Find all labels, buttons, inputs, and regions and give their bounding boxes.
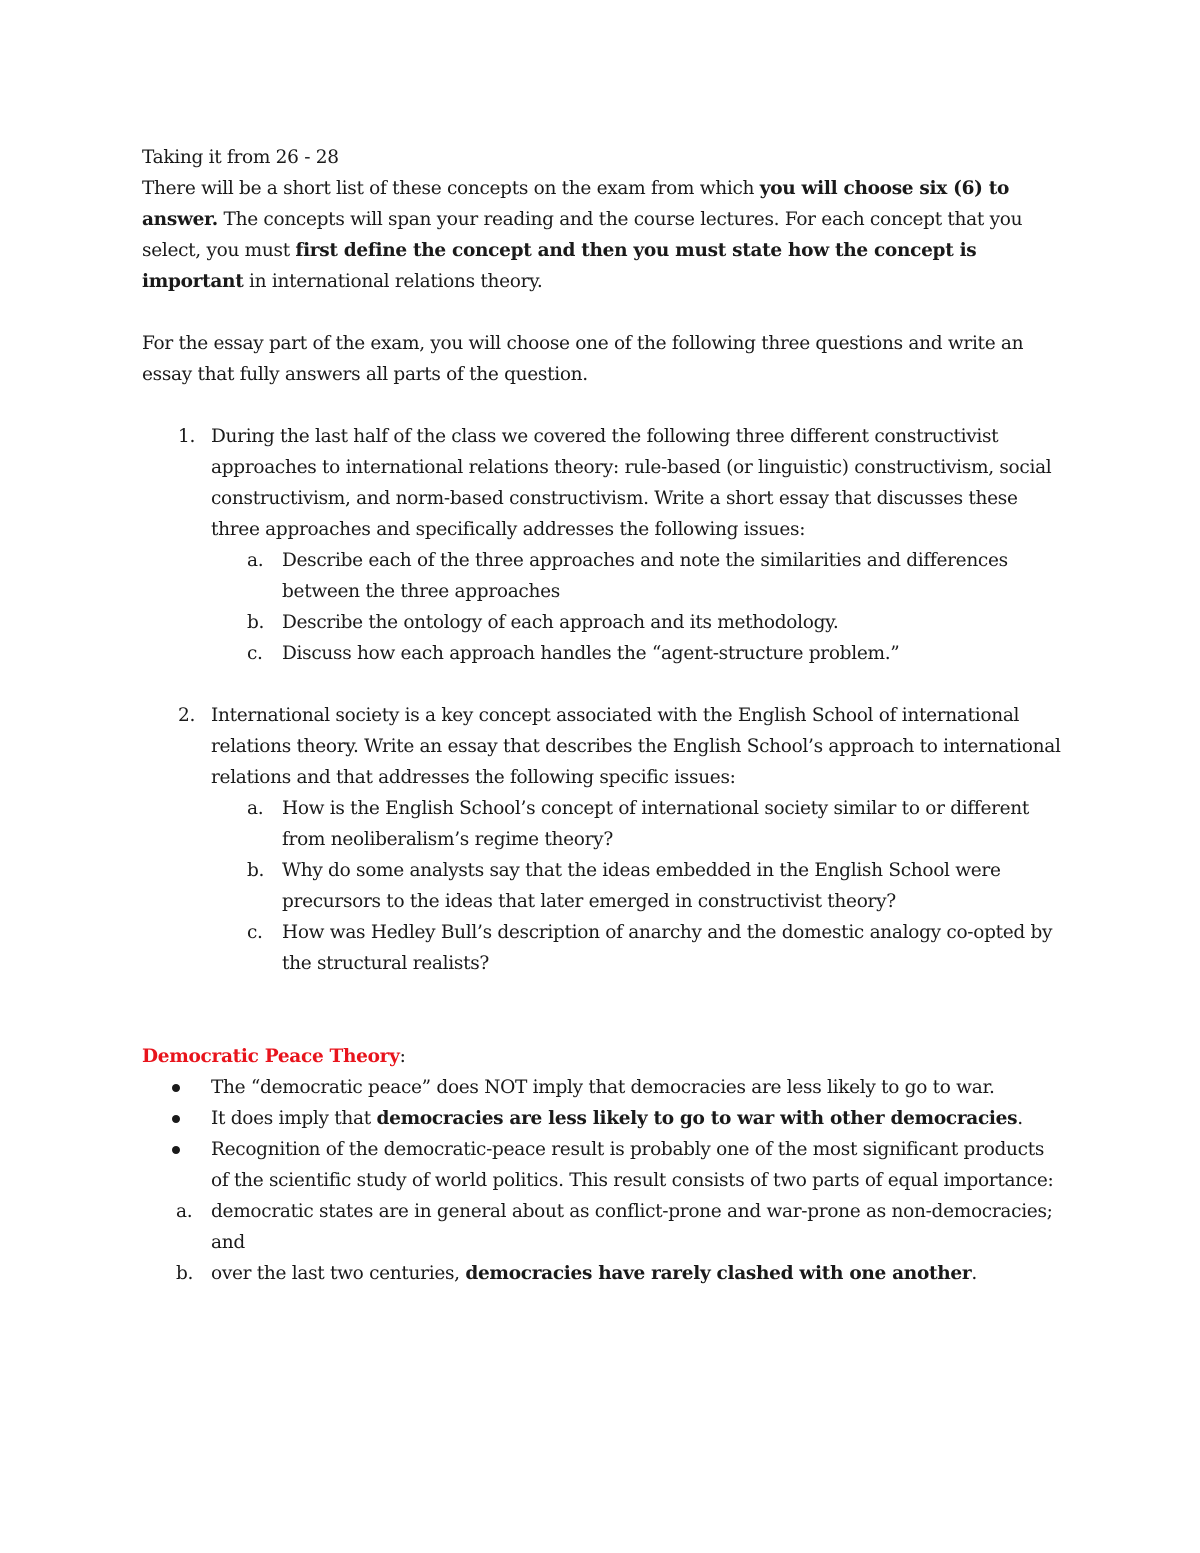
question-2-text: International society is a key concept associated with the English School of international relations theory. Write an essay that describes the English School’s approach to international relations and that addresses the following specific issues: <box>211 705 1061 788</box>
question-1-text: During the last half of the class we covered the following three different constructivist approaches to international relations theory: rule-based (or linguistic) constructivism, social constructivism, and norm-based constructivism. Write a short essay that discusses these three approaches and specifically addresses the following issues: <box>211 426 1052 540</box>
dpt-heading-line <box>142 1041 1062 1072</box>
intro-bold-define: first define the concept and then you must state how the concept is important <box>142 240 977 292</box>
question-1-sub-c <box>142 638 1062 669</box>
dpt-item-b-c: . <box>971 1263 977 1284</box>
dpt-bullet-1 <box>142 1072 1062 1103</box>
dpt-item-b-a: over the last two centuries, <box>211 1263 466 1284</box>
dpt-bullet-2 <box>142 1103 1062 1134</box>
sub-text: How is the English School’s concept of international society similar to or different from neoliberalism’s regime theory? <box>282 798 1030 850</box>
sub-text: Discuss how each approach handles the “agent-structure problem.” <box>282 643 900 664</box>
sub-letter: a. <box>247 798 264 819</box>
dpt-bullet-3-text: Recognition of the democratic-peace result is probably one of the most significant products of the scientific study of world politics. This result consists of two parts of equal importance: <box>211 1139 1054 1191</box>
dpt-bullet-1-text: The “democratic peace” does NOT imply that democracies are less likely to go to war. <box>211 1077 995 1098</box>
dpt-heading-colon: : <box>399 1046 406 1067</box>
question-2-number: 2. <box>178 705 196 726</box>
question-2 <box>142 700 1062 793</box>
dpt-item-b <box>142 1258 1062 1289</box>
sub-text: How was Hedley Bull’s description of anarchy and the domestic analogy co-opted by the structural realists? <box>282 922 1053 974</box>
dpt-item-a <box>142 1196 1062 1258</box>
document-content <box>142 142 1062 1289</box>
question-1-number: 1. <box>178 426 196 447</box>
bullet-icon <box>172 1084 180 1092</box>
sub-letter: c. <box>247 922 263 943</box>
question-2-sub-c <box>142 917 1062 979</box>
question-2-sub-a <box>142 793 1062 855</box>
dpt-bullet-2-text <box>211 1103 1062 1134</box>
sub-text: Describe each of the three approaches and note the similarities and differences between the three approaches <box>282 550 1008 602</box>
intro-bold-choose: you will choose six (6) to answer. <box>142 178 1010 230</box>
bullet-icon <box>172 1115 180 1123</box>
sub-letter: a. <box>247 550 264 571</box>
intro-text-a: There will be a short list of these concepts on the exam from which <box>142 178 760 199</box>
sub-letter: b. <box>247 612 265 633</box>
dpt-bullet-2-bold: democracies are less likely to go to war with other democracies <box>376 1108 1018 1129</box>
dpt-heading: Democratic Peace Theory <box>142 1046 400 1067</box>
essay-intro: For the essay part of the exam, you will choose one of the following three questions and write an essay that fully answers all parts of the question. <box>142 333 1024 385</box>
dpt-item-b-text <box>211 1258 1062 1289</box>
dpt-bullet-2-a: It does imply that <box>211 1108 377 1129</box>
question-1-sub-a <box>142 545 1062 607</box>
intro-title: Taking it from 26 - 28 <box>142 147 339 168</box>
intro-text-c: The concepts will span your reading and the course lectures. For each concept that you select, you must <box>142 209 1023 261</box>
sub-text: Describe the ontology of each approach and its methodology. <box>282 612 839 633</box>
bullet-icon <box>172 1146 180 1154</box>
dpt-bullet-2-c: . <box>1017 1108 1023 1129</box>
sub-letter: b. <box>247 860 265 881</box>
sub-letter: c. <box>247 643 263 664</box>
dpt-item-b-bold: democracies have rarely clashed with one another <box>465 1263 972 1284</box>
question-1 <box>142 421 1062 545</box>
item-letter: a. <box>176 1201 193 1222</box>
question-2-sub-b <box>142 855 1062 917</box>
intro-text-e: in international relations theory. <box>243 271 543 292</box>
dpt-item-a-text: democratic states are in general about as conflict-prone and war-prone as non-democracies; and <box>211 1201 1053 1253</box>
question-1-sub-b <box>142 607 1062 638</box>
sub-text: Why do some analysts say that the ideas embedded in the English School were precursors to the ideas that later emerged in constructivist theory? <box>282 860 1001 912</box>
dpt-bullet-3 <box>142 1134 1062 1196</box>
item-letter: b. <box>176 1263 194 1284</box>
intro-paragraph <box>142 173 1062 297</box>
